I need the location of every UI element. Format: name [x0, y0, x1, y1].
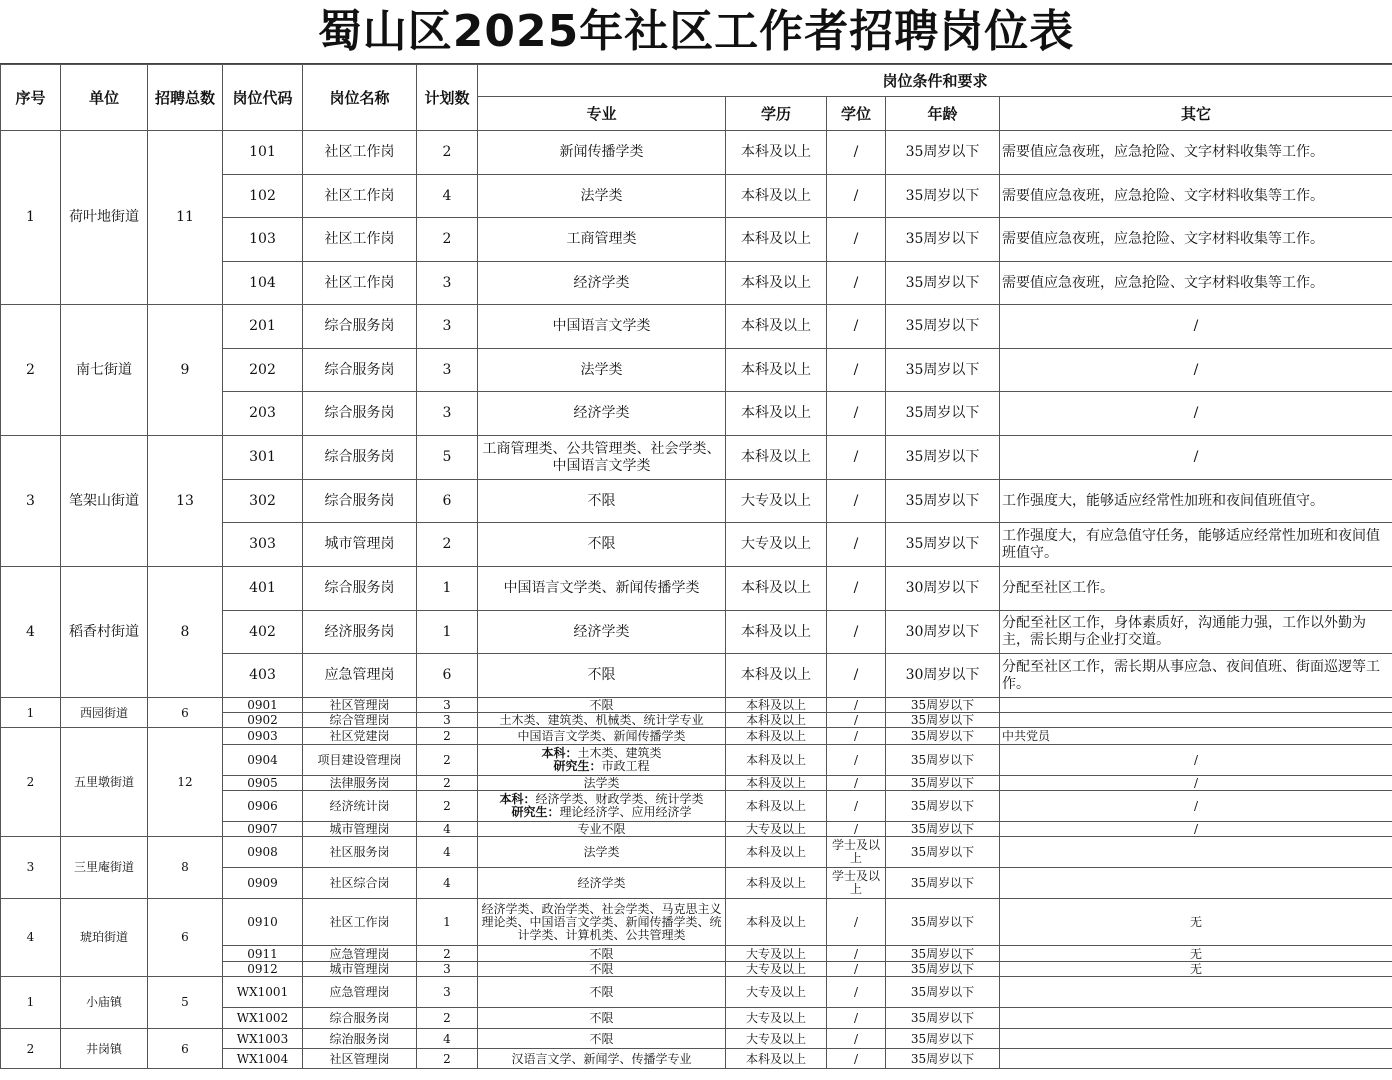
cell-code: 0901	[223, 698, 303, 713]
table-row	[1, 837, 1392, 868]
cell-unit: 五里墩街道	[61, 728, 148, 837]
cell-code: 104	[223, 262, 303, 305]
cell-education: 本科及以上	[726, 713, 827, 728]
cell-post: 综合管理岗	[303, 713, 417, 728]
cell-age: 35周岁以下	[886, 262, 1000, 305]
major-level-label: 本科：	[541, 746, 578, 760]
cell-other: 分配至社区工作，需长期从事应急、夜间值班、街面巡逻等工作。	[1000, 654, 1392, 698]
cell-major: 中国语言文学类、新闻传播学类	[478, 567, 726, 611]
table-row	[1, 698, 1392, 713]
cell-other: /	[1000, 791, 1392, 822]
cell-other: 需要值应急夜班，应急抢险、文字材料收集等工作。	[1000, 131, 1392, 175]
cell-degree: /	[827, 523, 886, 567]
cell-major	[478, 745, 726, 776]
cell-degree: /	[827, 349, 886, 392]
cell-education: 本科及以上	[726, 611, 827, 654]
cell-plan: 3	[417, 392, 478, 436]
cell-education: 本科及以上	[726, 745, 827, 776]
cell-degree: /	[827, 1049, 886, 1069]
cell-education: 本科及以上	[726, 654, 827, 698]
cell-age: 35周岁以下	[886, 698, 1000, 713]
cell-major: 法学类	[478, 175, 726, 218]
cell-plan: 2	[417, 946, 478, 962]
cell-degree: /	[827, 611, 886, 654]
cell-plan: 6	[417, 654, 478, 698]
cell-degree: /	[827, 977, 886, 1008]
cell-other	[1000, 1029, 1392, 1049]
cell-degree: /	[827, 899, 886, 946]
cell-other: 中共党员	[1000, 728, 1392, 745]
cell-major: 工商管理类	[478, 218, 726, 262]
cell-major: 不限	[478, 977, 726, 1008]
cell-plan: 1	[417, 567, 478, 611]
cell-major: 经济学类	[478, 868, 726, 899]
cell-age: 35周岁以下	[886, 392, 1000, 436]
cell-post: 城市管理岗	[303, 822, 417, 837]
cell-code: 201	[223, 305, 303, 349]
cell-age: 35周岁以下	[886, 131, 1000, 175]
cell-unit: 西园街道	[61, 698, 148, 728]
cell-code: WX1003	[223, 1029, 303, 1049]
table-row	[1, 131, 1392, 175]
cell-age: 35周岁以下	[886, 436, 1000, 480]
cell-plan: 5	[417, 436, 478, 480]
cell-post: 社区工作岗	[303, 218, 417, 262]
cell-plan: 1	[417, 611, 478, 654]
cell-unit: 南七街道	[61, 305, 148, 436]
cell-age: 35周岁以下	[886, 713, 1000, 728]
cell-education: 本科及以上	[726, 776, 827, 791]
cell-total: 8	[148, 837, 223, 899]
cell-degree: /	[827, 131, 886, 175]
cell-major: 工商管理类、公共管理类、社会学类、中国语言文学类	[478, 436, 726, 480]
cell-major: 不限	[478, 946, 726, 962]
cell-age: 35周岁以下	[886, 868, 1000, 899]
major-level-value: 市政工程	[601, 759, 650, 773]
cell-education: 大专及以上	[726, 946, 827, 962]
cell-post: 经济统计岗	[303, 791, 417, 822]
cell-degree: /	[827, 946, 886, 962]
cell-age: 30周岁以下	[886, 611, 1000, 654]
cell-degree: /	[827, 436, 886, 480]
cell-major: 法学类	[478, 776, 726, 791]
cell-other: 需要值应急夜班，应急抢险、文字材料收集等工作。	[1000, 175, 1392, 218]
cell-code: 402	[223, 611, 303, 654]
cell-code: 302	[223, 480, 303, 523]
cell-post: 社区综合岗	[303, 868, 417, 899]
cell-age: 35周岁以下	[886, 946, 1000, 962]
cell-education: 本科及以上	[726, 567, 827, 611]
cell-major	[478, 791, 726, 822]
cell-degree: /	[827, 392, 886, 436]
cell-code: WX1001	[223, 977, 303, 1008]
cell-major: 法学类	[478, 349, 726, 392]
cell-post: 综合服务岗	[303, 1008, 417, 1029]
cell-degree: /	[827, 713, 886, 728]
header-age: 年龄	[886, 97, 1000, 131]
cell-other: /	[1000, 436, 1392, 480]
cell-education: 大专及以上	[726, 962, 827, 977]
cell-other	[1000, 1008, 1392, 1029]
cell-post: 综合服务岗	[303, 567, 417, 611]
cell-other: 分配至社区工作，身体素质好，沟通能力强，工作以外勤为主，需长期与企业打交道。	[1000, 611, 1392, 654]
cell-post: 社区管理岗	[303, 1049, 417, 1069]
cell-major: 不限	[478, 962, 726, 977]
cell-code: 0908	[223, 837, 303, 868]
cell-age: 30周岁以下	[886, 654, 1000, 698]
cell-education: 大专及以上	[726, 523, 827, 567]
cell-post: 社区工作岗	[303, 175, 417, 218]
table-row	[1, 977, 1392, 1008]
cell-education: 本科及以上	[726, 262, 827, 305]
cell-education: 本科及以上	[726, 436, 827, 480]
cell-plan: 3	[417, 977, 478, 1008]
cell-degree: /	[827, 728, 886, 745]
cell-age: 35周岁以下	[886, 175, 1000, 218]
cell-code: 0903	[223, 728, 303, 745]
cell-education: 本科及以上	[726, 218, 827, 262]
cell-age: 35周岁以下	[886, 349, 1000, 392]
cell-total: 6	[148, 1029, 223, 1069]
cell-post: 社区党建岗	[303, 728, 417, 745]
cell-education: 本科及以上	[726, 899, 827, 946]
cell-code: 101	[223, 131, 303, 175]
cell-post: 社区工作岗	[303, 131, 417, 175]
cell-code: 0907	[223, 822, 303, 837]
cell-age: 35周岁以下	[886, 822, 1000, 837]
cell-age: 35周岁以下	[886, 899, 1000, 946]
cell-other: 无	[1000, 946, 1392, 962]
cell-plan: 2	[417, 791, 478, 822]
table-row	[1, 1029, 1392, 1049]
cell-code: 0906	[223, 791, 303, 822]
cell-post: 城市管理岗	[303, 962, 417, 977]
cell-education: 大专及以上	[726, 1029, 827, 1049]
cell-code: 401	[223, 567, 303, 611]
cell-seq: 1	[1, 131, 61, 305]
header-total: 招聘总数	[148, 65, 223, 131]
cell-post: 社区服务岗	[303, 837, 417, 868]
cell-degree: /	[827, 776, 886, 791]
cell-major: 经济学类	[478, 392, 726, 436]
cell-major: 不限	[478, 523, 726, 567]
cell-unit: 小庙镇	[61, 977, 148, 1029]
major-line	[480, 806, 723, 819]
major-level-label: 本科：	[499, 792, 536, 806]
cell-seq: 3	[1, 837, 61, 899]
cell-other: 工作强度大，能够适应经常性加班和夜间值班值守。	[1000, 480, 1392, 523]
cell-total: 6	[148, 899, 223, 977]
cell-major: 新闻传播学类	[478, 131, 726, 175]
cell-post: 综合服务岗	[303, 305, 417, 349]
header-plan: 计划数	[417, 65, 478, 131]
cell-other	[1000, 698, 1392, 713]
cell-seq: 3	[1, 436, 61, 567]
header-degree: 学位	[827, 97, 886, 131]
cell-age: 35周岁以下	[886, 523, 1000, 567]
cell-post: 城市管理岗	[303, 523, 417, 567]
table-row	[1, 436, 1392, 480]
cell-degree: /	[827, 218, 886, 262]
cell-major: 经济学类	[478, 611, 726, 654]
cell-plan: 4	[417, 822, 478, 837]
cell-post: 综合服务岗	[303, 349, 417, 392]
cell-code: 202	[223, 349, 303, 392]
table-body	[1, 131, 1392, 1069]
cell-degree: /	[827, 567, 886, 611]
cell-plan: 4	[417, 837, 478, 868]
cell-degree: /	[827, 745, 886, 776]
cell-unit: 琥珀街道	[61, 899, 148, 977]
cell-plan: 2	[417, 218, 478, 262]
cell-degree: /	[827, 305, 886, 349]
cell-other: 无	[1000, 962, 1392, 977]
header-seq: 序号	[1, 65, 61, 131]
cell-age: 35周岁以下	[886, 745, 1000, 776]
header-unit: 单位	[61, 65, 148, 131]
cell-major: 不限	[478, 480, 726, 523]
cell-code: 0912	[223, 962, 303, 977]
cell-education: 本科及以上	[726, 131, 827, 175]
cell-unit: 荷叶地街道	[61, 131, 148, 305]
cell-major: 不限	[478, 654, 726, 698]
cell-degree: /	[827, 1008, 886, 1029]
cell-education: 本科及以上	[726, 349, 827, 392]
cell-major: 专业不限	[478, 822, 726, 837]
cell-plan: 2	[417, 1049, 478, 1069]
table-row	[1, 567, 1392, 611]
cell-other	[1000, 837, 1392, 868]
cell-post: 社区工作岗	[303, 899, 417, 946]
cell-other: 无	[1000, 899, 1392, 946]
cell-age: 35周岁以下	[886, 480, 1000, 523]
cell-post: 社区管理岗	[303, 698, 417, 713]
cell-education: 大专及以上	[726, 822, 827, 837]
major-level-value: 理论经济学、应用经济学	[559, 805, 692, 819]
cell-post: 应急管理岗	[303, 654, 417, 698]
cell-seq: 1	[1, 698, 61, 728]
header-education: 学历	[726, 97, 827, 131]
table-row	[1, 899, 1392, 946]
cell-age: 35周岁以下	[886, 1029, 1000, 1049]
cell-post: 综治服务岗	[303, 1029, 417, 1049]
header-post: 岗位名称	[303, 65, 417, 131]
cell-degree: 学士及以上	[827, 837, 886, 868]
cell-total: 5	[148, 977, 223, 1029]
cell-plan: 3	[417, 349, 478, 392]
cell-plan: 2	[417, 776, 478, 791]
cell-other: /	[1000, 745, 1392, 776]
major-level-label: 研究生：	[553, 759, 602, 773]
cell-degree: /	[827, 962, 886, 977]
cell-plan: 3	[417, 713, 478, 728]
cell-degree: /	[827, 654, 886, 698]
cell-age: 35周岁以下	[886, 728, 1000, 745]
cell-age: 35周岁以下	[886, 1008, 1000, 1029]
cell-code: 0910	[223, 899, 303, 946]
cell-code: 0902	[223, 713, 303, 728]
cell-unit: 笔架山街道	[61, 436, 148, 567]
cell-education: 大专及以上	[726, 1008, 827, 1029]
cell-plan: 3	[417, 262, 478, 305]
cell-seq: 4	[1, 899, 61, 977]
cell-plan: 4	[417, 868, 478, 899]
cell-code: 403	[223, 654, 303, 698]
cell-code: WX1004	[223, 1049, 303, 1069]
cell-degree: /	[827, 1029, 886, 1049]
cell-plan: 2	[417, 728, 478, 745]
cell-education: 本科及以上	[726, 392, 827, 436]
cell-education: 本科及以上	[726, 698, 827, 713]
cell-age: 35周岁以下	[886, 791, 1000, 822]
cell-major: 不限	[478, 698, 726, 713]
cell-major: 汉语言文学、新闻学、传播学专业	[478, 1049, 726, 1069]
cell-other: 分配至社区工作。	[1000, 567, 1392, 611]
cell-other	[1000, 713, 1392, 728]
cell-degree: /	[827, 480, 886, 523]
cell-major: 中国语言文学类	[478, 305, 726, 349]
cell-plan: 2	[417, 131, 478, 175]
cell-plan: 6	[417, 480, 478, 523]
cell-plan: 1	[417, 899, 478, 946]
cell-plan: 2	[417, 1008, 478, 1029]
cell-code: WX1002	[223, 1008, 303, 1029]
cell-education: 本科及以上	[726, 868, 827, 899]
cell-post: 项目建设管理岗	[303, 745, 417, 776]
cell-age: 35周岁以下	[886, 1049, 1000, 1069]
cell-other: /	[1000, 776, 1392, 791]
table-row	[1, 728, 1392, 745]
cell-other	[1000, 977, 1392, 1008]
cell-degree: /	[827, 822, 886, 837]
cell-seq: 2	[1, 305, 61, 436]
cell-plan: 3	[417, 698, 478, 713]
cell-other: 需要值应急夜班，应急抢险、文字材料收集等工作。	[1000, 218, 1392, 262]
cell-major: 经济学类、政治学类、社会学类、马克思主义理论类、中国语言文学类、新闻传播学类、统计学类、计算机类、公共管理类	[478, 899, 726, 946]
cell-total: 13	[148, 436, 223, 567]
cell-major: 不限	[478, 1008, 726, 1029]
cell-education: 本科及以上	[726, 791, 827, 822]
cell-code: 0911	[223, 946, 303, 962]
major-level-value: 土木类、建筑类	[577, 746, 662, 760]
cell-education: 本科及以上	[726, 305, 827, 349]
cell-code: 103	[223, 218, 303, 262]
page-title: 蜀山区2025年社区工作者招聘岗位表	[0, 0, 1392, 64]
cell-post: 法律服务岗	[303, 776, 417, 791]
cell-other: /	[1000, 392, 1392, 436]
cell-code: 0904	[223, 745, 303, 776]
cell-total: 6	[148, 698, 223, 728]
header-conditions: 岗位条件和要求	[478, 65, 1392, 97]
cell-post: 综合服务岗	[303, 436, 417, 480]
cell-code: 0909	[223, 868, 303, 899]
cell-education: 本科及以上	[726, 175, 827, 218]
cell-degree: 学士及以上	[827, 868, 886, 899]
cell-post: 经济服务岗	[303, 611, 417, 654]
cell-major: 法学类	[478, 837, 726, 868]
cell-total: 11	[148, 131, 223, 305]
cell-code: 301	[223, 436, 303, 480]
cell-post: 应急管理岗	[303, 946, 417, 962]
cell-education: 大专及以上	[726, 480, 827, 523]
cell-post: 社区工作岗	[303, 262, 417, 305]
cell-other: /	[1000, 305, 1392, 349]
cell-other: /	[1000, 822, 1392, 837]
cell-plan: 3	[417, 962, 478, 977]
cell-other	[1000, 1049, 1392, 1069]
cell-other: 工作强度大，有应急值守任务，能够适应经常性加班和夜间值班值守。	[1000, 523, 1392, 567]
cell-seq: 2	[1, 728, 61, 837]
cell-education: 本科及以上	[726, 1049, 827, 1069]
header-major: 专业	[478, 97, 726, 131]
cell-seq: 2	[1, 1029, 61, 1069]
cell-major: 土木类、建筑类、机械类、统计学专业	[478, 713, 726, 728]
cell-other	[1000, 868, 1392, 899]
cell-degree: /	[827, 791, 886, 822]
cell-age: 35周岁以下	[886, 776, 1000, 791]
major-level-label: 研究生：	[511, 805, 560, 819]
cell-age: 35周岁以下	[886, 218, 1000, 262]
cell-plan: 3	[417, 305, 478, 349]
cell-education: 本科及以上	[726, 728, 827, 745]
cell-major: 中国语言文学类、新闻传播学类	[478, 728, 726, 745]
cell-seq: 1	[1, 977, 61, 1029]
cell-other: /	[1000, 349, 1392, 392]
cell-unit: 井岗镇	[61, 1029, 148, 1069]
cell-degree: /	[827, 175, 886, 218]
cell-age: 35周岁以下	[886, 305, 1000, 349]
cell-code: 0905	[223, 776, 303, 791]
cell-code: 203	[223, 392, 303, 436]
recruitment-table	[0, 64, 1392, 1069]
cell-post: 综合服务岗	[303, 480, 417, 523]
cell-education: 大专及以上	[726, 977, 827, 1008]
cell-total: 12	[148, 728, 223, 837]
cell-total: 9	[148, 305, 223, 436]
cell-seq: 4	[1, 567, 61, 698]
cell-major: 经济学类	[478, 262, 726, 305]
cell-other: 需要值应急夜班，应急抢险、文字材料收集等工作。	[1000, 262, 1392, 305]
cell-plan: 4	[417, 1029, 478, 1049]
cell-unit: 稻香村街道	[61, 567, 148, 698]
cell-code: 303	[223, 523, 303, 567]
cell-plan: 4	[417, 175, 478, 218]
cell-education: 本科及以上	[726, 837, 827, 868]
header-other: 其它	[1000, 97, 1392, 131]
cell-degree: /	[827, 698, 886, 713]
cell-plan: 2	[417, 523, 478, 567]
cell-major: 不限	[478, 1029, 726, 1049]
header-code: 岗位代码	[223, 65, 303, 131]
cell-age: 35周岁以下	[886, 962, 1000, 977]
cell-total: 8	[148, 567, 223, 698]
major-level-value: 经济学类、财政学类、统计学类	[535, 792, 704, 806]
cell-plan: 2	[417, 745, 478, 776]
cell-degree: /	[827, 262, 886, 305]
cell-post: 综合服务岗	[303, 392, 417, 436]
cell-age: 30周岁以下	[886, 567, 1000, 611]
cell-age: 35周岁以下	[886, 837, 1000, 868]
cell-code: 102	[223, 175, 303, 218]
cell-post: 应急管理岗	[303, 977, 417, 1008]
table-row	[1, 305, 1392, 349]
cell-unit: 三里庵街道	[61, 837, 148, 899]
cell-age: 35周岁以下	[886, 977, 1000, 1008]
major-line	[480, 760, 723, 773]
